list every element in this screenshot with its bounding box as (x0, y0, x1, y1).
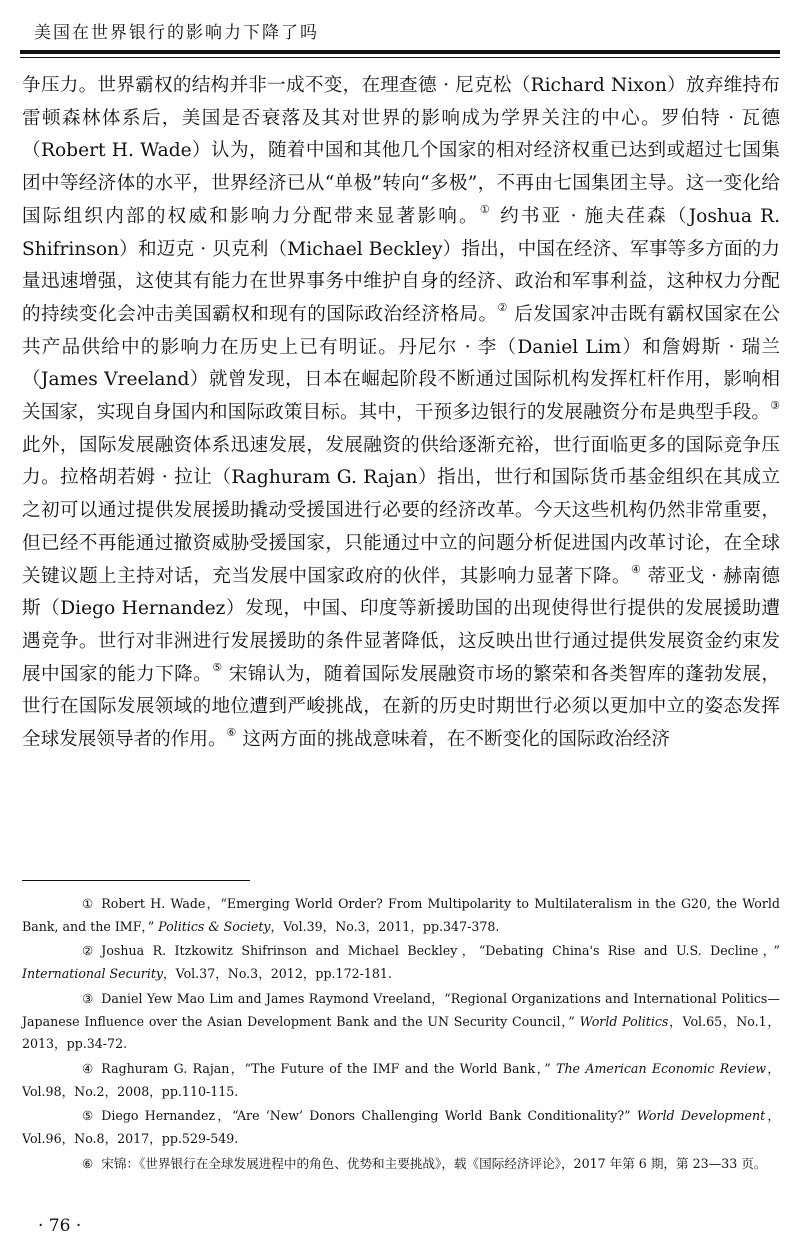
running-header (20, 14, 780, 52)
text-segment: 约书亚 · 施夫荏森（Joshua R. Shifrinson）和迈克 · 贝克利（Michael Beckley）指出，中国在经济、军事等多方面的力量迅速增强，这使其有能力在世界事务中维护自身的经济、政治和军事利益，这种权力分配的持续变化会冲击美国霸权和现有的国际政治经济格局。 (22, 205, 780, 325)
footnote-journal: World Development (636, 1108, 766, 1124)
footnotes (22, 893, 780, 1177)
footnote-text: Robert H. Wade，“Emerging World Order? From Multipolarity to Multilateralism in the G20, the World Bank, and the IMF，” (22, 896, 780, 934)
footnote-journal: International Security (22, 966, 164, 982)
text-segment: 蒂亚戈 · 赫南德斯（Diego Hernandez）发现，中国、印度等新援助国的出现使得世行提供的发展援助遭遇竞争。世行对非洲进行发展援助的条件显著降低，这反映出世行通过提供发展资金约束发展中国家的能力下降。 (22, 565, 780, 685)
text-segment: 宋锦认为，随着国际发展融资市场的繁荣和各类智库的蓬勃发展，世行在国际发展领域的地位遭到严峻挑战，在新的历史时期世行必须以更加中立的姿态发挥全球发展领导者的作用。 (22, 663, 780, 751)
footnote-5 (22, 1105, 780, 1150)
footnote-text: Raghuram G. Rajan，“The Future of the IMF and the World Bank，” (101, 1060, 557, 1076)
footnote-text: ，Vol.98，No.2，2008，pp.110-115. (22, 1060, 781, 1099)
header-rule-thick (20, 50, 780, 54)
footnote-text: ，Vol.65，No.1，2013，pp.34-72. (22, 1013, 780, 1052)
paragraph-text (22, 70, 780, 757)
footnote-journal: World Politics (579, 1013, 669, 1029)
footnote-number: ③ (82, 990, 94, 1006)
footnote-4 (22, 1058, 780, 1103)
footnote-number: ① (82, 896, 94, 911)
page-number: · 76 · (38, 1216, 82, 1236)
footnote-number: ⑥ (82, 1155, 94, 1171)
footnote-2 (22, 940, 780, 985)
footnote-ref-2[interactable]: ② (497, 300, 508, 314)
footnote-ref-6[interactable]: ⑥ (226, 726, 237, 740)
footnote-text: ，Vol.39，No.3，2011，pp.347-378. (270, 918, 500, 934)
footnote-ref-1[interactable]: ① (479, 202, 492, 216)
footnote-journal: Politics & Society (158, 918, 271, 934)
footnote-3 (22, 988, 780, 1056)
footnote-ref-4[interactable]: ④ (630, 562, 642, 576)
header-rule-thin (20, 57, 780, 58)
text-segment: 争压力。世界霸权的结构并非一成不变，在理查德 · 尼克松（Richard Nixon）放弃维持布雷顿森林体系后，美国是否衰落及其对世界的影响成为学界关注的中心。罗伯特 · 瓦德（Robert H. Wade）认为，随着中国和其他几个国家的相对经济权重已达到或超过七国集团中等经济体的水平，世界经济已从“单极”转向“多极”，不再由七国集团主导。这一变化给国际组织内部的权威和影响力分配带来显著影响。 (22, 75, 780, 227)
footnote-text: 宋锦：《世界银行在全球发展进程中的角色、优势和主要挑战》，载《国际经济评论》，2017 年第 6 期，第 23—33 页。 (101, 1155, 767, 1171)
footnote-ref-3[interactable]: ③ (770, 399, 780, 413)
text-segment: 这两方面的挑战意味着，在不断变化的国际政治经济 (236, 729, 670, 751)
running-header-title: 美国在世界银行的影响力下降了吗 (34, 23, 319, 43)
footnote-text: Joshua R. Itzkowitz Shifrinson and Michael Beckley，“Debating China's Rise and U.S. Decline，” (101, 943, 780, 959)
footnote-separator (22, 880, 250, 881)
footnote-text: Diego Hernandez，“Are ‘New’ Donors Challenging World Bank Conditionality?” (101, 1108, 637, 1124)
footnote-6 (22, 1153, 780, 1176)
footnote-text: ，Vol.37，No.3，2012，pp.172-181. (163, 966, 392, 982)
footnote-ref-5[interactable]: ⑤ (212, 660, 223, 674)
footnote-number: ⑤ (82, 1108, 94, 1124)
footnote-number: ② (82, 943, 94, 959)
text-segment: 此外，国际发展融资体系迅速发展，发展融资的供给逐渐充裕，世行面临更多的国际竞争压力。拉格胡若姆 · 拉让（Raghuram G. Rajan）指出，世行和国际货币基金组织在其成立之初可以通过提供发展援助撬动受援国进行必要的经济改革。今天这些机构仍然非常重要，但已经不再能通过撤资威胁受援国家，只能通过中立的问题分析促进国内改革讨论，在全球关键议题上主持对话，充当发展中国家政府的伙伴，其影响力显著下降。 (22, 434, 780, 587)
footnote-1 (22, 893, 780, 938)
footnote-journal: The American Economic Review (556, 1060, 767, 1076)
body-paragraph (22, 70, 780, 757)
footnote-text: ，Vol.96，No.8，2017，pp.529-549. (22, 1108, 781, 1147)
footnote-number: ④ (82, 1060, 94, 1076)
text-segment: 后发国家冲击既有霸权国家在公共产品供给中的影响力在历史上已有明证。丹尼尔 · 李（Daniel Lim）和詹姆斯 · 瑞兰（James Vreeland）就曾发现，日本在崛起阶段不断通过国际机构发挥杠杆作用，影响相关国家，实现自身国内和国际政策目标。其中，干预多边银行的发展融资分布是典型手段。 (22, 303, 780, 424)
footnote-text: Daniel Yew Mao Lim and James Raymond Vreeland，“Regional Organizations and International Politics—Japanese Influence over the Asian Development Bank and the UN Security Council，” (22, 990, 780, 1029)
